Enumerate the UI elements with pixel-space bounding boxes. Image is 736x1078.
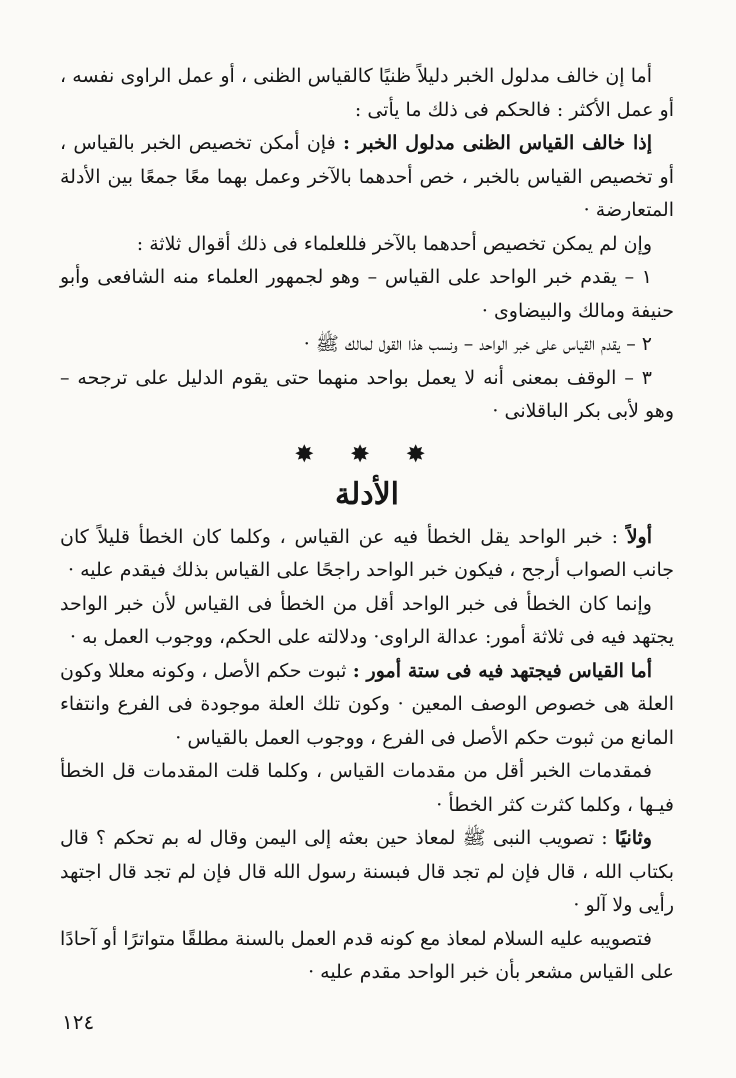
paragraph-three-opinions: وإن لم يمكن تخصيص أحدهما بالآخر فللعلماء فى ذلك أقوال ثلاثة : xyxy=(136,232,652,255)
paragraph-qiyas-contradiction xyxy=(60,127,674,228)
bold-heading-qiyas: إذا خالف القياس الظنى مدلول الخبر : xyxy=(342,132,652,154)
list-item-opinion-3: ٣ – الوقف بمعنى أنه لا يعمل بواحد منهما حتى يقوم الدليل على ترجحه – وهو لأبى بكر الباقلانى · xyxy=(60,366,674,422)
bold-heading-second: وثانيًا xyxy=(614,827,652,849)
paragraph-intro: أما إن خالف مدلول الخبر دليلاً ظنيًا كالقياس الظنى ، أو عمل الراوى نفسه ، أو عمل الأكثر : فالحكم فى ذلك ما يأتى : xyxy=(60,65,674,121)
page-body xyxy=(60,60,674,990)
paragraph-second-evidence xyxy=(60,822,674,923)
paragraph-first-evidence xyxy=(60,521,674,588)
paragraph-qiyas-six-matters xyxy=(60,655,674,756)
list-item-opinion-2: ٢ – يقدم القياس على خبر الواحد – ونسب هذا القول لمالك ﷺ · xyxy=(303,333,652,355)
section-title: الأدلة xyxy=(334,476,400,512)
paragraph-premises: فمقدمات الخبر أقل من مقدمات القياس ، وكلما قلت المقدمات قل الخطأ فيـها ، وكلما كثرت كثر الخطأ · xyxy=(60,760,674,816)
bold-heading-first: أولاً xyxy=(626,525,652,548)
paragraph-text: : خبر الواحد يقل الخطأ فيه عن القياس ، وكلما كان الخطأ قليلاً كان جانب الصواب أرجح ، فيكون خبر الواحد راجحًا على القياس بذلك فيقدم عليه · xyxy=(60,525,674,581)
list-item-opinion-1: ١ – يقدم خبر الواحد على القياس – وهو لجمهور العلماء منه الشافعى وأبو حنيفة ومالك والبيضاوى · xyxy=(60,266,674,322)
section-divider-ornaments: ✸ ✸ ✸ xyxy=(294,439,440,468)
paragraph-text: ثبوت حكم الأصل ، وكونه معللا وكون العلة هى خصوص الوصف المعين · وكون تلك العلة موجودة فى الفرع وانتفاء المانع من ثبوت حكم الأصل فى الفرع ، ووجوب العمل بالقياس · xyxy=(60,659,674,749)
paragraph-error-reason: وإنما كان الخطأ فى خبر الواحد أقل من الخطأ فى القياس لأن خبر الواحد يجتهد فيه فى ثلاثة أمور: عدالة الراوى· ودلالته على الحكم، ووجوب العمل به · xyxy=(60,592,674,648)
page-number: ١٢٤ xyxy=(62,1010,95,1034)
bold-heading-six-matters: أما القياس فيجتهد فيه فى ستة أمور : xyxy=(352,659,652,682)
paragraph-text: : تصويب النبى ﷺ لمعاذ حين بعثه إلى اليمن وقال له بم تحكم ؟ قال بكتاب الله ، قال فإن لم تجد قال فبسنة رسول الله قال فإن لم تجد قال اجتهد رأيى ولا آلو · xyxy=(60,827,674,916)
paragraph-text: فإن أمكن تخصيص الخبر بالقياس ، أو تخصيص القياس بالخبر ، خص أحدهما بالآخر وعمل بهما معًا جمعًا بين الأدلة المتعارضة · xyxy=(60,132,674,221)
paragraph-conclusion: فتصويبه عليه السلام لمعاذ مع كونه قدم العمل بالسنة مطلقًا متواترًا أو آحادًا على القياس مشعر بأن خبر الواحد مقدم عليه · xyxy=(60,927,674,983)
